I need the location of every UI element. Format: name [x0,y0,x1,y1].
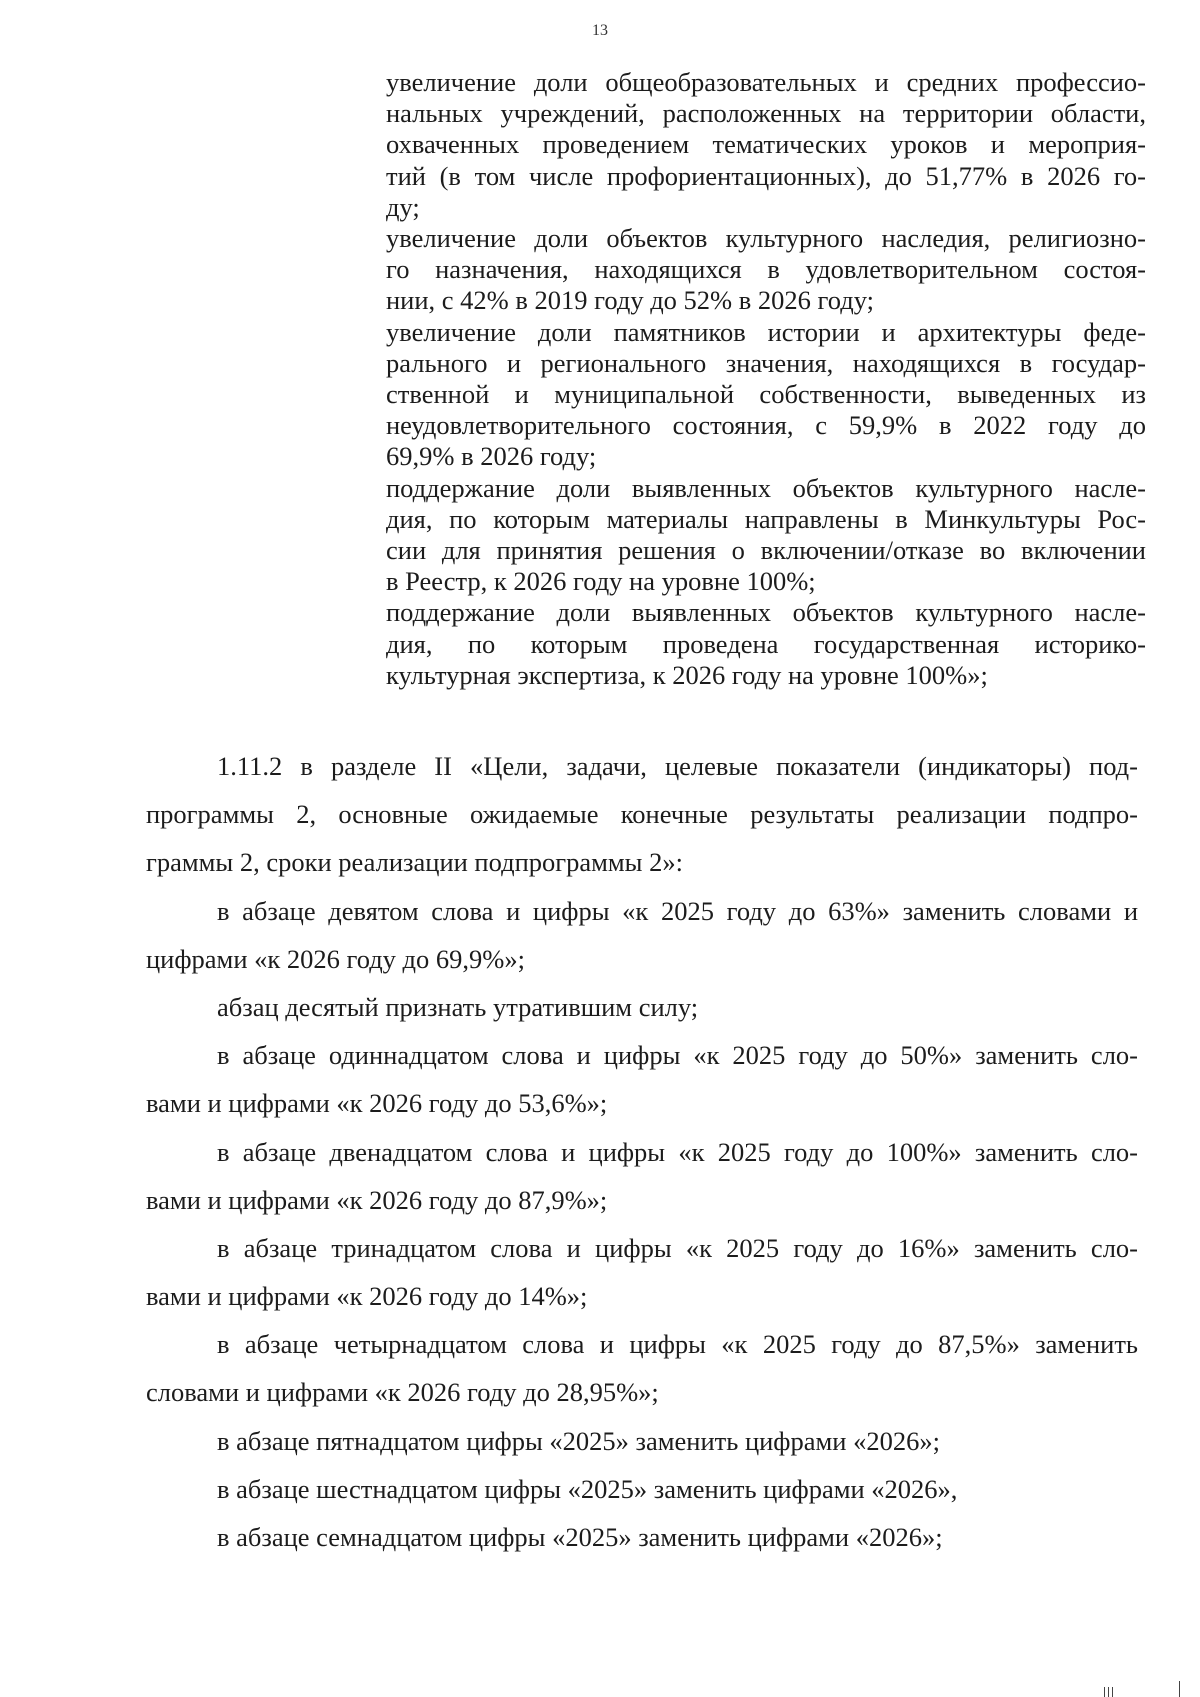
cell-line: ду; [386,191,420,222]
cell-line: охваченных проведением тематических уроков и мероприя- [386,129,1146,160]
cell-line: неудовлетворительного состояния, с 59,9% в 2022 году до [386,410,1146,441]
paragraph-line: словами и цифрами «к 2026 году до 28,95%»; [146,1377,659,1408]
paragraph-line: вами и цифрами «к 2026 году до 87,9%»; [146,1184,608,1215]
cell-line: в Реестр, к 2026 году на уровне 100%; [386,566,816,597]
cell-line: увеличение доли общеобразовательных и средних профессио- [386,67,1146,97]
cell-line: рального и регионального значения, находящихся в государ- [386,347,1146,378]
paragraph-line: в абзаце шестнадцатом цифры «2025» заменить цифрами «2026», [217,1473,958,1504]
paragraph-line: вами и цифрами «к 2026 году до 14%»; [146,1281,588,1312]
cell-line: дия, по которым проведена государственная историко- [386,628,1146,659]
cell-line: увеличение доли памятников истории и архитектуры феде- [386,316,1146,347]
paragraph-line: цифрами «к 2026 году до 69,9%»; [146,943,525,974]
paragraph-line: программы 2, основные ожидаемые конечные результаты реализации подпро- [146,799,1138,830]
cell-line: нии, с 42% в 2019 году до 52% в 2026 году; [386,285,874,316]
page-number: 13 [592,22,608,39]
scan-edge-marks [1060,1677,1200,1697]
cell-line: тий (в том числе профориентационных), до 51,77% в 2026 го- [386,160,1146,191]
paragraph-line: в абзаце семнадцатом цифры «2025» заменить цифрами «2026»; [217,1522,943,1552]
paragraph-line: в абзаце двенадцатом слова и цифры «к 2025 году до 100%» заменить сло- [217,1136,1138,1167]
paragraph-line: в абзаце пятнадцатом цифры «2025» заменить цифрами «2026»; [217,1425,940,1456]
cell-line: дия, по которым материалы направлены в Минкультуры Рос- [386,503,1146,534]
cell-line: ственной и муниципальной собственности, выведенных из [386,379,1146,410]
paragraph-line: абзац десятый признать утратившим силу; [217,991,699,1022]
cell-line: го назначения, находящихся в удовлетворительном состоя- [386,254,1146,285]
cell-line: поддержание доли выявленных объектов культурного насле- [386,472,1146,503]
paragraph-line: в абзаце девятом слова и цифры «к 2025 году до 63%» заменить словами и [217,895,1138,926]
paragraph-line: вами и цифрами «к 2026 году до 53,6%»; [146,1088,608,1119]
indicators-table-cell [386,67,1146,691]
amendment-text [146,742,1138,1561]
paragraph-line: 1.11.2 в разделе II «Цели, задачи, целевые показатели (индикаторы) под- [217,751,1138,781]
paragraph-line: в абзаце четырнадцатом слова и цифры «к 2025 году до 87,5%» заменить [217,1329,1138,1360]
cell-line: сии для принятия решения о включении/отказе во включении [386,535,1146,566]
cell-line: 69,9% в 2026 году; [386,441,597,472]
cell-line: нальных учреждений, расположенных на территории области, [386,98,1146,129]
paragraph-line: в абзаце одиннадцатом слова и цифры «к 2025 году до 50%» заменить сло- [217,1040,1138,1071]
cell-line: культурная экспертиза, к 2026 году на уровне 100%»; [386,659,988,690]
cell-line: поддержание доли выявленных объектов культурного насле- [386,597,1146,628]
cell-line: увеличение доли объектов культурного наследия, религиозно- [386,223,1146,254]
paragraph-line: граммы 2, сроки реализации подпрограммы 2»: [146,847,683,878]
paragraph-line: в абзаце тринадцатом слова и цифры «к 2025 году до 16%» заменить сло- [217,1232,1138,1263]
